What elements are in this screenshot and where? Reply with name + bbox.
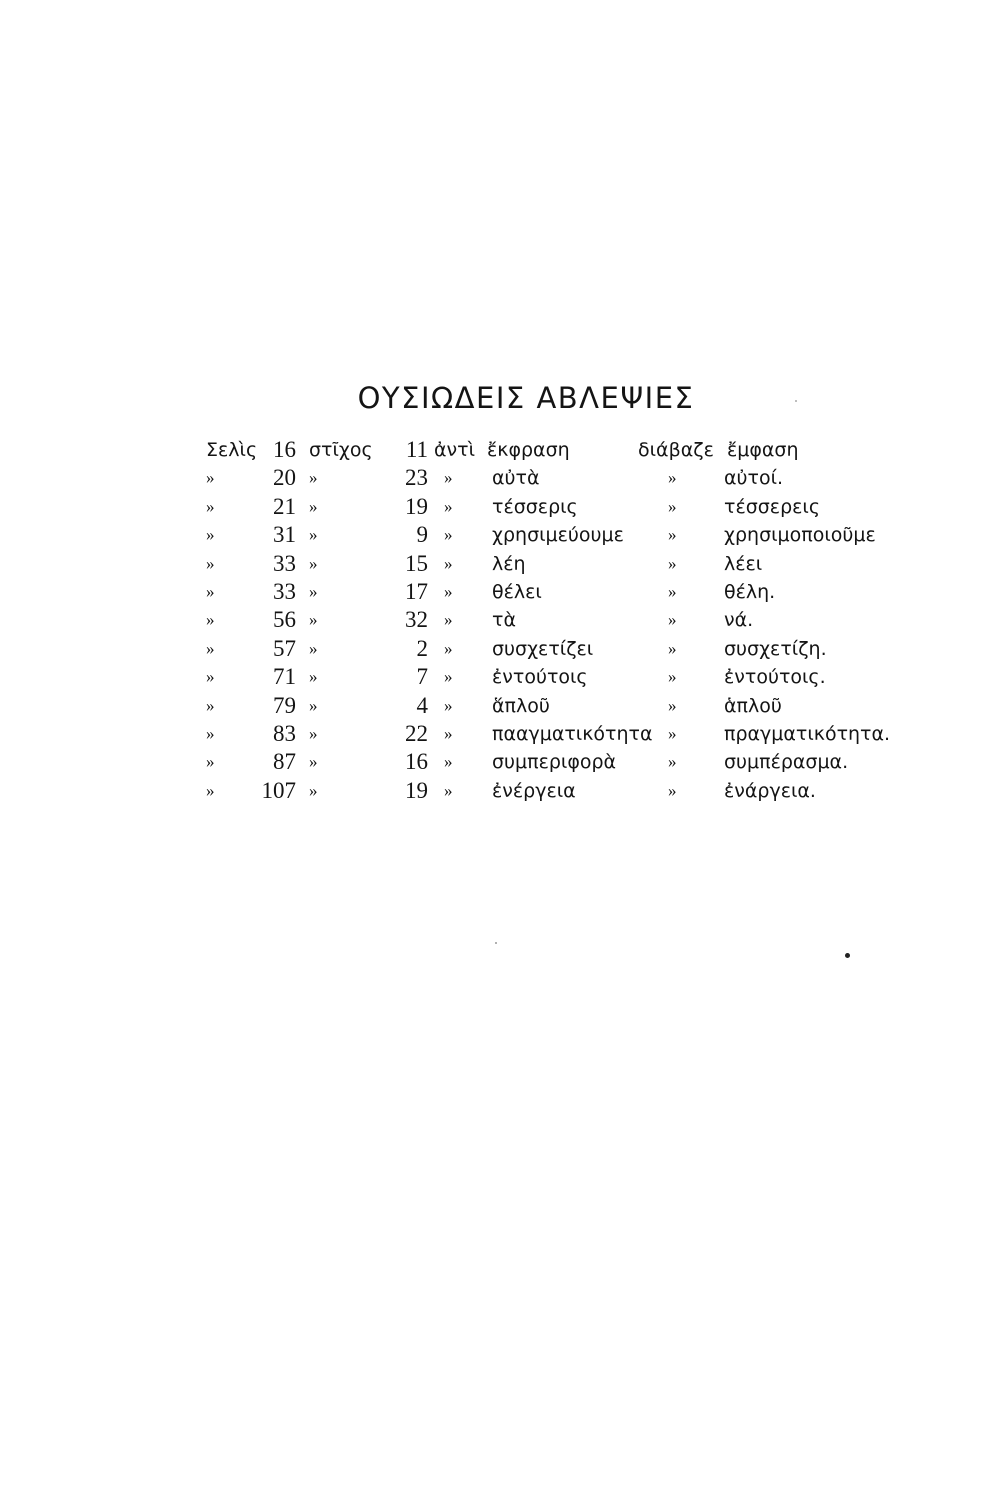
- read-ditto-mark: »: [668, 525, 677, 545]
- page-ditto-mark: »: [206, 723, 215, 743]
- scan-speck: [795, 400, 797, 402]
- line-ditto-mark: »: [309, 468, 318, 488]
- page-ditto-mark: »: [206, 525, 215, 545]
- wrong-word: χρησιμεύουμε: [492, 524, 624, 547]
- correct-word: ἁπλοῦ: [724, 694, 782, 717]
- correct-word: πραγματικότητα.: [724, 722, 891, 745]
- line-number: 11: [405, 437, 428, 462]
- line-number: 4: [416, 692, 428, 718]
- errata-header-row: [0, 436, 996, 464]
- page-label: Σελὶς: [206, 439, 258, 461]
- errata-row: [0, 550, 996, 578]
- correct-word: συμπέρασμα.: [724, 751, 849, 774]
- instead-ditto-mark: »: [444, 468, 453, 488]
- line-ditto-mark: »: [309, 525, 318, 545]
- read-ditto-mark: »: [668, 610, 677, 630]
- read-ditto-mark: »: [668, 667, 677, 687]
- errata-row: [0, 493, 996, 521]
- instead-ditto-mark: »: [444, 610, 453, 630]
- correct-word: θέλη.: [724, 580, 776, 603]
- page-ditto-mark: »: [206, 667, 215, 687]
- instead-ditto-mark: »: [444, 525, 453, 545]
- line-number: 7: [416, 664, 428, 690]
- page-number: 87: [273, 749, 296, 775]
- line-ditto-mark: »: [309, 752, 318, 772]
- read-ditto-mark: »: [668, 553, 677, 573]
- wrong-word: τέσσερις: [492, 495, 578, 518]
- errata-row: [0, 777, 996, 805]
- wrong-word: λέη: [492, 552, 526, 575]
- correct-word: αὐτοί.: [724, 467, 784, 490]
- read-ditto-mark: »: [668, 780, 677, 800]
- line-ditto-mark: »: [309, 780, 318, 800]
- line-label: στῖχος: [309, 439, 373, 461]
- errata-rows: [0, 464, 996, 805]
- line-number: 23: [405, 465, 428, 491]
- correct-word: συσχετίζη.: [724, 637, 827, 660]
- correct-word: χρησιμοποιοῦμε: [724, 524, 876, 547]
- correct-word: ἐνάργεια.: [724, 779, 816, 802]
- line-ditto-mark: »: [309, 723, 318, 743]
- correct-word: νά.: [724, 609, 754, 632]
- page-number: 20: [273, 465, 296, 491]
- line-number: 16: [405, 749, 428, 775]
- wrong-word: ἅπλοῦ: [492, 694, 550, 717]
- read-label: διάβαζε: [638, 439, 714, 461]
- line-number: 32: [405, 607, 428, 633]
- errata-table: [0, 436, 996, 805]
- page-ditto-mark: »: [206, 553, 215, 573]
- scan-speck: [845, 953, 850, 958]
- correct-word: ἔμφαση: [727, 439, 799, 461]
- correct-word: λέει: [724, 552, 763, 575]
- page-ditto-mark: »: [206, 780, 215, 800]
- correct-word: ἐντούτοις.: [724, 666, 826, 689]
- instead-ditto-mark: »: [444, 695, 453, 715]
- page-title: ΟΥΣΙΩΔΕΙΣ ΑΒΛΕΨΙΕΣ: [357, 381, 695, 416]
- instead-ditto-mark: »: [444, 667, 453, 687]
- instead-ditto-mark: »: [444, 780, 453, 800]
- read-ditto-mark: »: [668, 752, 677, 772]
- instead-ditto-mark: »: [444, 752, 453, 772]
- wrong-word: ἔκφραση: [487, 439, 570, 461]
- page-number: 57: [273, 635, 296, 661]
- read-ditto-mark: »: [668, 638, 677, 658]
- scan-speck: [495, 942, 497, 944]
- page-ditto-mark: »: [206, 581, 215, 601]
- errata-row: [0, 720, 996, 748]
- wrong-word: τὰ: [492, 609, 516, 632]
- line-number: 15: [405, 550, 428, 576]
- page-number: 79: [273, 692, 296, 718]
- line-number: 19: [405, 493, 428, 519]
- line-ditto-mark: »: [309, 695, 318, 715]
- page-number: 31: [273, 522, 296, 548]
- page-number: 71: [273, 664, 296, 690]
- read-ditto-mark: »: [668, 723, 677, 743]
- page-number: 83: [273, 720, 296, 746]
- page-number: 56: [273, 607, 296, 633]
- read-ditto-mark: »: [668, 695, 677, 715]
- wrong-word: συμπεριφορὰ: [492, 751, 617, 774]
- errata-row: [0, 521, 996, 549]
- read-ditto-mark: »: [668, 496, 677, 516]
- errata-row: [0, 748, 996, 776]
- instead-label: ἀντὶ: [434, 439, 476, 461]
- errata-row: [0, 464, 996, 492]
- page-number: 107: [261, 777, 296, 803]
- errata-row: [0, 606, 996, 634]
- line-ditto-mark: »: [309, 610, 318, 630]
- page-number: 33: [273, 550, 296, 576]
- wrong-word: ἐνέργεια: [492, 779, 576, 802]
- read-ditto-mark: »: [668, 468, 677, 488]
- line-number: 9: [416, 522, 428, 548]
- instead-ditto-mark: »: [444, 581, 453, 601]
- line-number: 2: [416, 635, 428, 661]
- page-ditto-mark: »: [206, 610, 215, 630]
- wrong-word: αὐτὰ: [492, 467, 540, 490]
- page-number: 33: [273, 578, 296, 604]
- correct-word: τέσσερεις: [724, 495, 820, 518]
- page-ditto-mark: »: [206, 468, 215, 488]
- read-ditto-mark: »: [668, 581, 677, 601]
- page-ditto-mark: »: [206, 638, 215, 658]
- page-ditto-mark: »: [206, 752, 215, 772]
- instead-ditto-mark: »: [444, 638, 453, 658]
- wrong-word: πααγματικότητα: [492, 722, 653, 745]
- instead-ditto-mark: »: [444, 496, 453, 516]
- line-ditto-mark: »: [309, 496, 318, 516]
- errata-row: [0, 663, 996, 691]
- page-ditto-mark: »: [206, 496, 215, 516]
- line-number: 22: [405, 720, 428, 746]
- line-number: 19: [405, 777, 428, 803]
- instead-ditto-mark: »: [444, 553, 453, 573]
- line-ditto-mark: »: [309, 553, 318, 573]
- page-number: 16: [273, 437, 296, 462]
- page-ditto-mark: »: [206, 695, 215, 715]
- errata-row: [0, 692, 996, 720]
- line-ditto-mark: »: [309, 638, 318, 658]
- page-number: 21: [273, 493, 296, 519]
- instead-ditto-mark: »: [444, 723, 453, 743]
- wrong-word: ἐντούτοις: [492, 666, 588, 689]
- line-ditto-mark: »: [309, 667, 318, 687]
- errata-row: [0, 578, 996, 606]
- line-number: 17: [405, 578, 428, 604]
- wrong-word: θέλει: [492, 580, 542, 603]
- wrong-word: συσχετίζει: [492, 637, 594, 660]
- line-ditto-mark: »: [309, 581, 318, 601]
- errata-row: [0, 635, 996, 663]
